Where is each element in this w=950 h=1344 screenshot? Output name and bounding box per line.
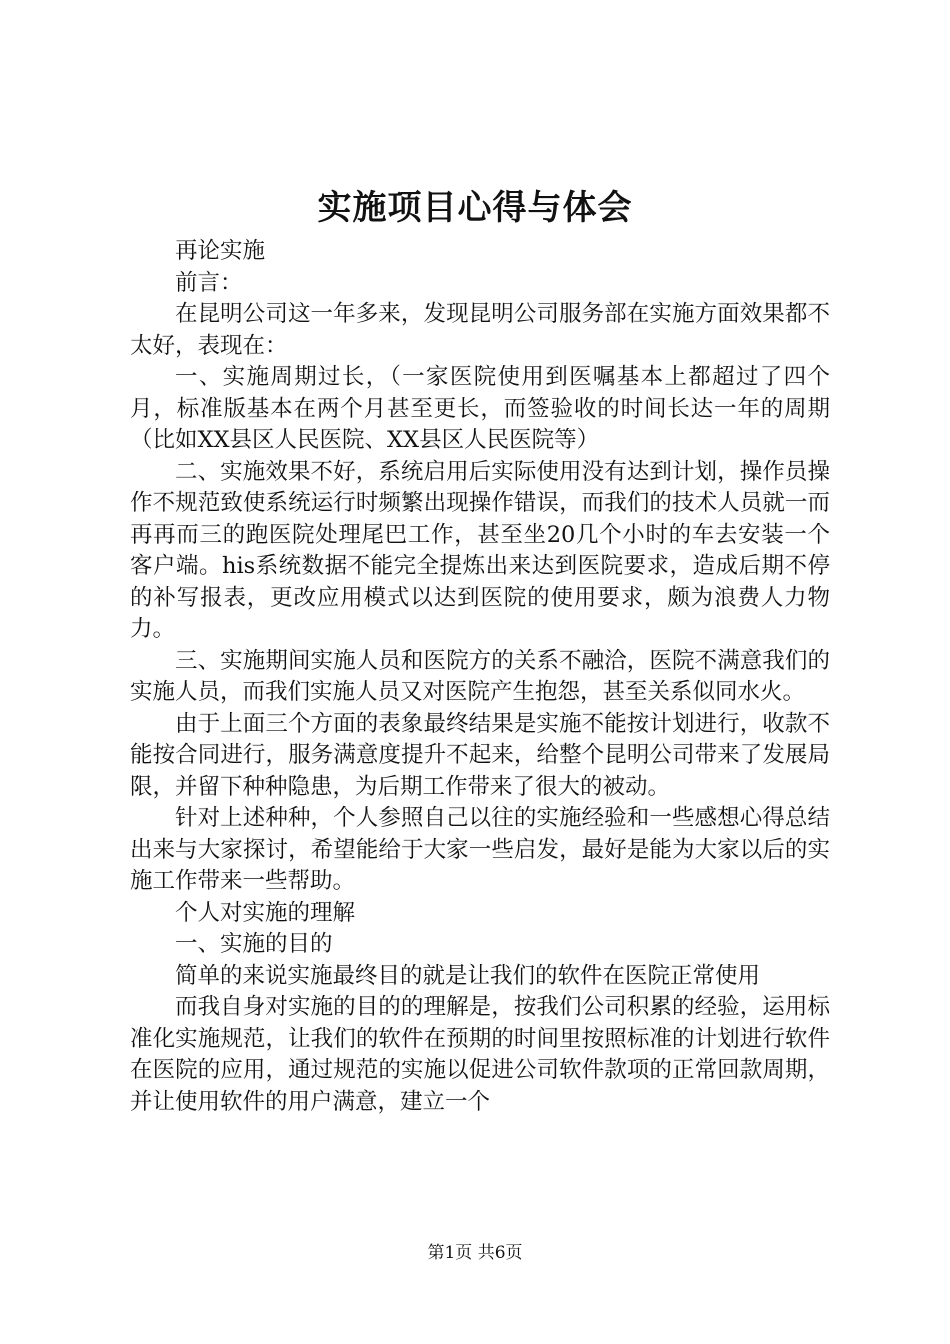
- document-body: [130, 236, 830, 1118]
- paragraph: 而我自身对实施的目的的理解是，按我们公司积累的经验，运用标准化实施规范，让我们的软件在预期的时间里按照标准的计划进行软件在医院的应用，通过规范的实施以促进公司软件款项的正常回款周期，并让使用软件的用户满意，建立一个: [130, 994, 830, 1115]
- paragraph: 简单的来说实施最终目的就是让我们的软件在医院正常使用: [175, 962, 761, 989]
- paragraph: 针对上述种种，个人参照自己以往的实施经验和一些感想心得总结出来与大家探讨，希望能给于大家一些启发，最好是能为大家以后的实施工作带来一些帮助。: [130, 805, 830, 894]
- paragraph: 前言：: [175, 269, 243, 296]
- paragraph: 一、实施周期过长，（一家医院使用到医嘱基本上都超过了四个月，标准版基本在两个月甚至更长，而签验收的时间长达一年的周期（比如XX县区人民医院、XX县区人民医院等）: [130, 364, 830, 453]
- paragraph: 由于上面三个方面的表象最终结果是实施不能按计划进行，收款不能按合同进行，服务满意度提升不起来，给整个昆明公司带来了发展局限，并留下种种隐患，为后期工作带来了很大的被动。: [130, 710, 830, 800]
- paragraph: 在昆明公司这一年多来，发现昆明公司服务部在实施方面效果都不太好，表现在：: [130, 301, 830, 359]
- paragraph: 再论实施: [175, 238, 266, 264]
- paragraph: 二、实施效果不好，系统启用后实际使用没有达到计划，操作员操作不规范致使系统运行时频繁出现操作错误，而我们的技术人员就一而再再而三的跑医院处理尾巴工作，甚至坐20几个小时的车去安装一个客户端。his系统数据不能完全提炼出来达到医院要求，造成后期不停的补写报表，更改应用模式以达到医院的使用要求，颇为浪费人力物力。: [130, 458, 830, 642]
- paragraph: 三、实施期间实施人员和医院方的关系不融洽，医院不满意我们的实施人员，而我们实施人员又对医院产生抱怨，甚至关系似同水火。: [130, 647, 830, 705]
- document-title: 实施项目心得与体会: [317, 188, 633, 228]
- paragraph: 个人对实施的理解: [175, 899, 356, 926]
- paragraph: 一、实施的目的: [175, 931, 333, 957]
- page-footer: 第1页 共6页: [427, 1243, 523, 1263]
